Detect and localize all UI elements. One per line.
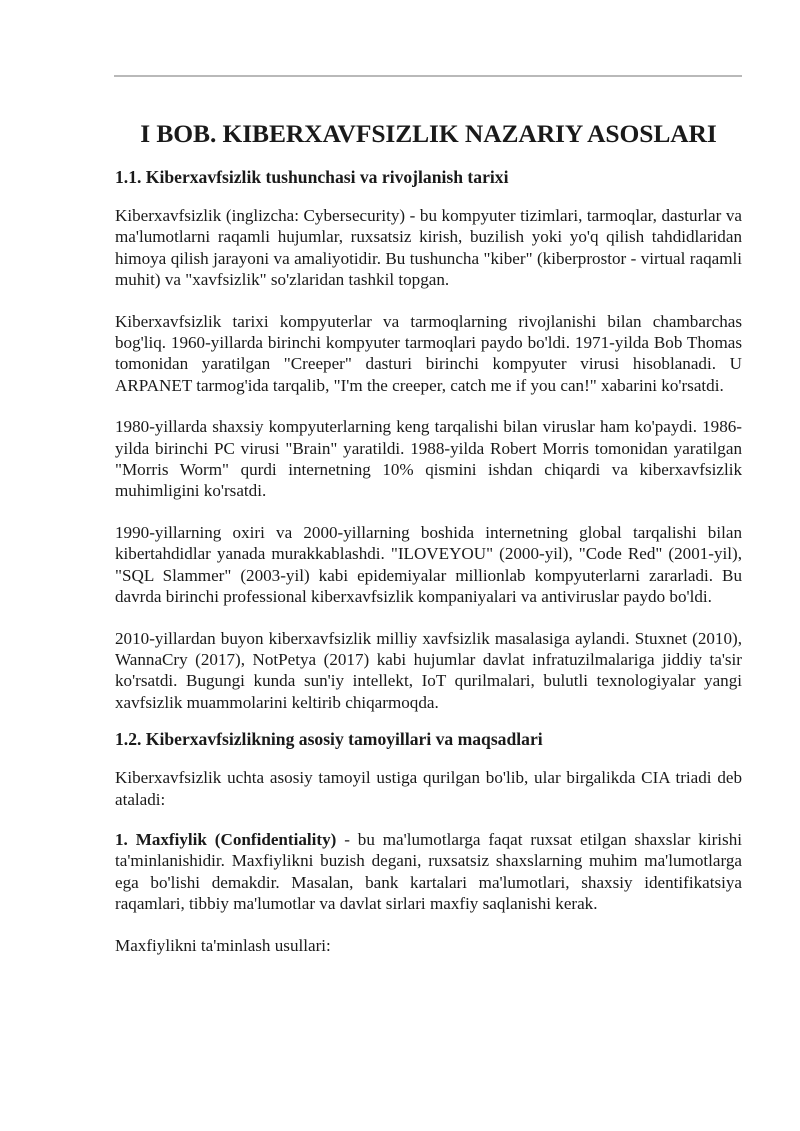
confidentiality-term: 1. Maxfiylik (Confidentiality)	[115, 829, 337, 849]
section-heading-1-1: 1.1. Kiberxavfsizlik tushunchasi va rivojlanish tarixi	[115, 167, 509, 187]
paragraph-history-2010s: 2010-yillardan buyon kiberxavfsizlik milliy xavfsizlik masalasiga aylandi. Stuxnet (2010), WannaCry (2017), NotPetya (2017) kabi hujumlar davlat infratuzilmalariga jiddiy ta'sir ko'rsatdi. Bugungi kunda sun'iy intellekt, IoT qurilmalari, bulutli texnologiyalar yangi xavfsizlik muammolarini keltirib chiqarmoqda.	[115, 628, 742, 712]
paragraph-methods-label: Maxfiylikni ta'minlash usullari:	[115, 935, 331, 955]
confidentiality-description: - bu ma'lumotlarga faqat ruxsat etilgan shaxslar kirishi ta'minlanishidir. Maxfiylikni buzish degani, ruxsatsiz shaxslarning muhim ma'lumotlarga ega bo'lishi demakdir. Masalan, bank kartalari ma'lumotlari, shaxsiy identifikatsiya raqamlari, tibbiy ma'lumotlar va davlat sirlari maxfiy saqlanishi kerak.	[115, 829, 742, 914]
section-heading-1-2: 1.2. Kiberxavfsizlikning asosiy tamoyillari va maqsadlari	[115, 729, 543, 750]
chapter-title: I BOB. KIBERXAVFSIZLIK NAZARIY ASOSLARI	[140, 119, 717, 148]
paragraph-definition: Kiberxavfsizlik (inglizcha: Cybersecurity) - bu kompyuter tizimlari, tarmoqlar, dasturlar va ma'lumotlarni raqamli hujumlar, ruxsatsiz kirish, buzilish yoki yo'q qilish tahdidlaridan himoya qilish jarayoni va amaliyotidir. Bu tushuncha "kiber" (kiberprostor - virtual raqamli muhit) va "xavfsizlik" so'zlaridan tashkil topgan.	[115, 206, 742, 290]
document-body	[115, 112, 742, 956]
paragraph-history-1980s: 1980-yillarda shaxsiy kompyuterlarning keng tarqalishi bilan viruslar ham ko'paydi. 1986-yilda birinchi PC virusi "Brain" yaratildi. 1988-yilda Robert Morris tomonidan yaratilgan "Morris Worm" qurdi internetning 10% qismini ishdan chiqardi va kiberxavfsizlik muhimligini ko'rsatdi.	[115, 417, 742, 501]
header-rule	[114, 75, 742, 77]
paragraph-history-early: Kiberxavfsizlik tarixi kompyuterlar va tarmoqlarning rivojlanishi bilan chambarchas bog'liq. 1960-yillarda birinchi kompyuter tarmoqlari paydo bo'ldi. 1971-yilda Bob Thomas tomonidan yaratilgan "Creeper" dasturi birinchi kompyuter virusi hisoblanadi. U ARPANET tarmog'ida tarqalib, "I'm the creeper, catch me if you can!" xabarini ko'rsatdi.	[115, 311, 742, 395]
paragraph-confidentiality	[115, 829, 742, 915]
paragraph-history-1990s: 1990-yillarning oxiri va 2000-yillarning boshida internetning global tarqalishi bilan kibertahdidlar yanada murakkablashdi. "ILOVEYOU" (2000-yil), "Code Red" (2001-yil), "SQL Slammer" (2003-yil) kabi epidemiyalar millionlab kompyuterlarni zararladi. Bu davrda birinchi professional kiberxavfsizlik kompaniyalari va antiviruslar paydo bo'ldi.	[115, 522, 742, 607]
paragraph-cia-intro: Kiberxavfsizlik uchta asosiy tamoyil ustiga qurilgan bo'lib, ular birgalikda CIA triadi deb ataladi:	[115, 768, 742, 809]
